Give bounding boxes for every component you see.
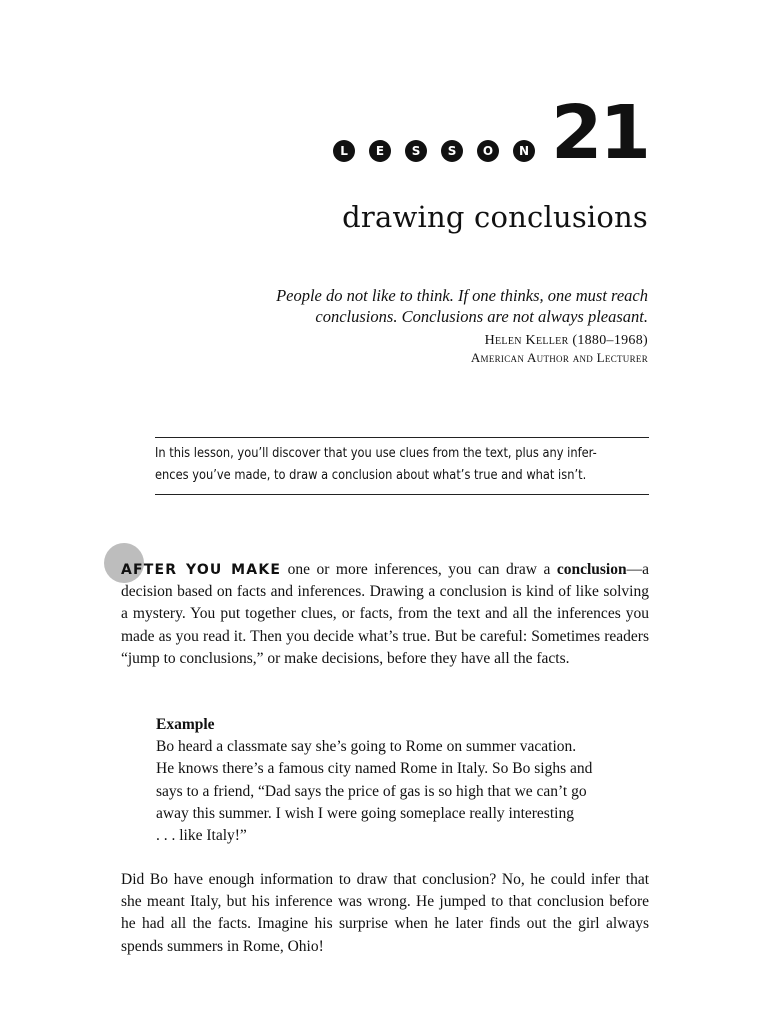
p1-text-b: —a decision based on facts and inferences. Drawing a conclusion is kind of like solving a mystery. You put together clues, or facts, from the text and all the inferences you made as you read it. Then you decide what’s true. But be careful: Sometimes readers “jump to conclusions,” or make decisions, before they have all the facts. [121,561,649,667]
lesson-intro-box [155,437,649,495]
intro-line-2: ences you’ve made, to draw a conclusion about what’s true and what isn’t. [155,468,587,483]
example-label: Example [156,716,215,733]
quote-line-1: People do not like to think. If one thinks, one must reach [276,286,648,305]
key-term-conclusion: conclusion [556,561,627,578]
example-line: He knows there’s a famous city named Rome in Italy. So Bo sighs and [156,760,593,778]
lesson-letters [333,140,535,162]
p1-text-a: one or more inferences, you can draw a [281,561,557,578]
example-block [156,714,646,847]
lesson-number: 21 [551,90,648,176]
lesson-title: drawing conclusions [342,200,648,234]
lesson-letter-e: E [369,140,391,162]
quote-author: Helen Keller (1880–1968) [484,333,648,348]
lesson-header [333,90,648,176]
lesson-letter-n: N [513,140,535,162]
example-line: says to a friend, “Dad says the price of gas is so high that we can’t go [156,782,587,800]
lesson-letter-o: O [477,140,499,162]
quote-author-role: American Author and Lecturer [470,350,648,365]
example-line: . . . like Italy!” [156,827,247,845]
body-paragraph-1 [121,559,649,670]
lesson-letter-l: L [333,140,355,162]
intro-line-1: In this lesson, you’ll discover that you use clues from the text, plus any infer- [155,446,597,461]
lesson-letter-s2: S [441,140,463,162]
body-paragraph-2: Did Bo have enough information to draw that conclusion? No, he could infer that she meant Italy, but his inference was wrong. He jumped to that conclusion before he had all the facts. Imagine his surprise when he later finds out the girl always spends summers in Rome, Ohio! [121,871,649,955]
example-line: away this summer. I wish I were going someplace really interesting [156,804,574,822]
example-line: Bo heard a classmate say she’s going to Rome on summer vacation. [156,738,577,756]
lead-in-text: AFTER YOU MAKE [121,562,282,578]
quote-line-2: conclusions. Conclusions are not always pleasant. [315,307,648,326]
lesson-letter-s1: S [405,140,427,162]
epigraph [228,285,648,366]
